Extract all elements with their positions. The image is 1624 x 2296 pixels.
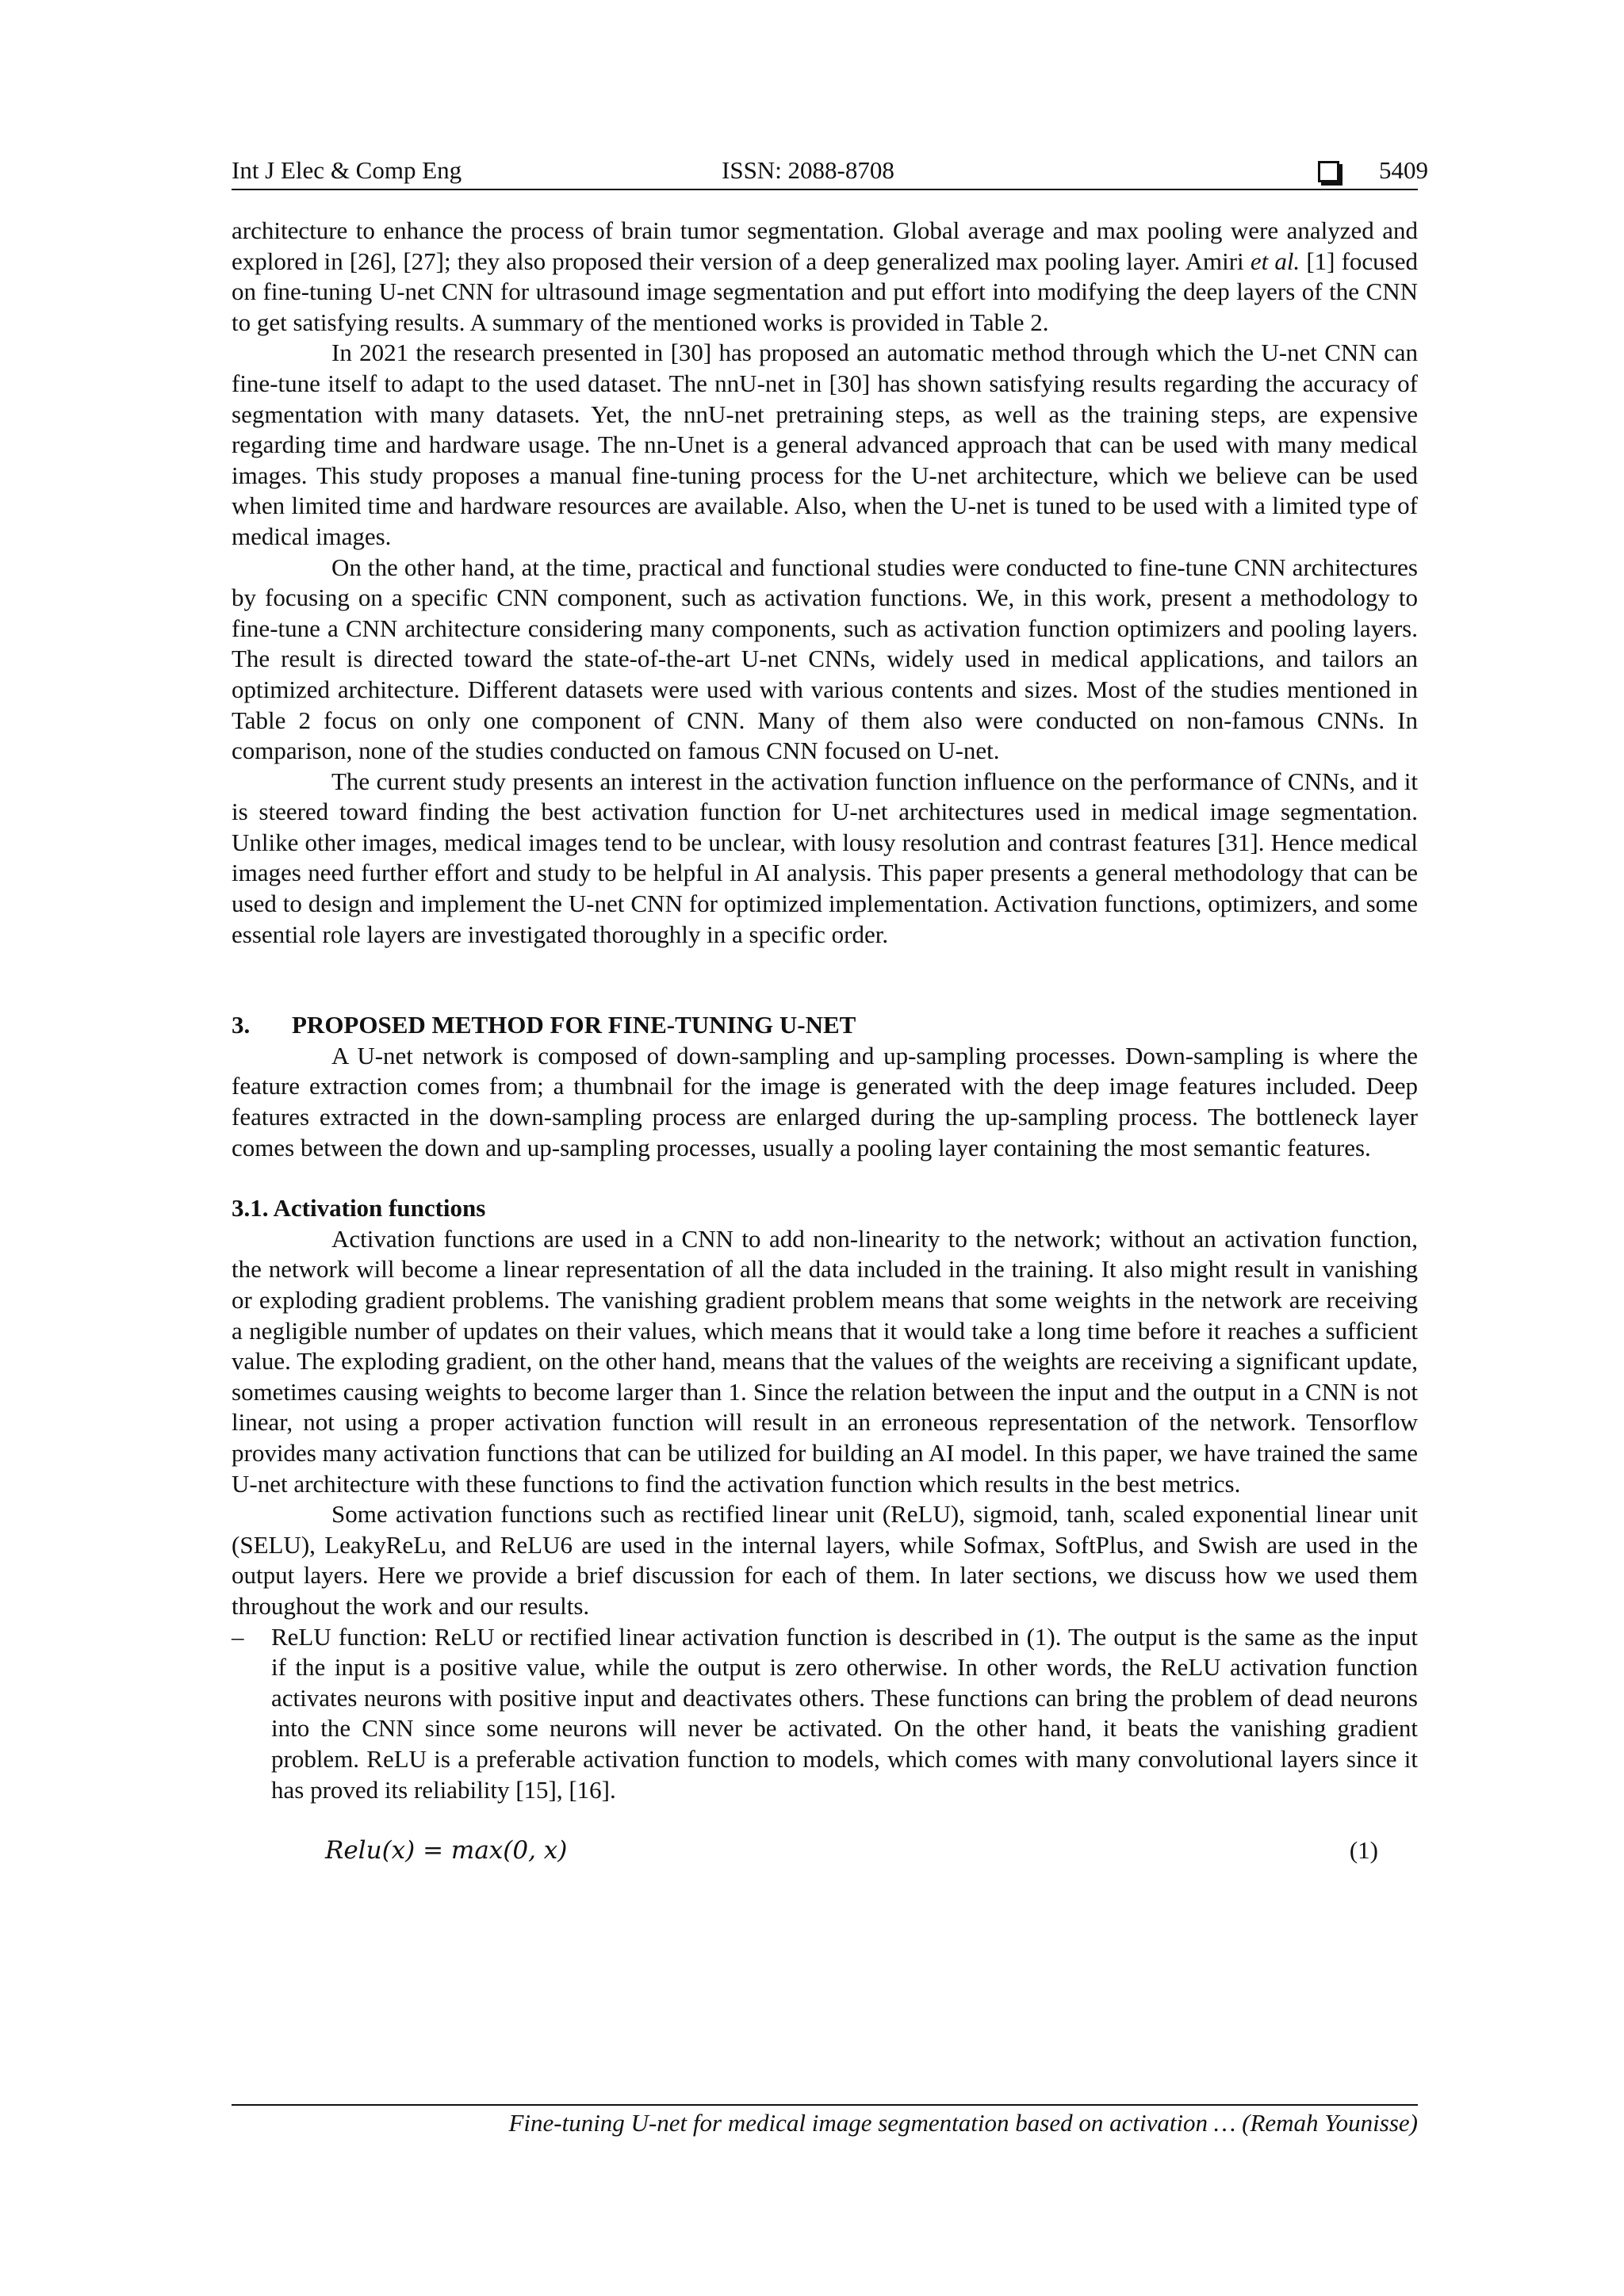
paragraph-7: Some activation functions such as rectified linear unit (ReLU), sigmoid, tanh, scaled exponential linear unit (SELU), LeakyReLu, and ReLU6 are used in the internal layers, while Sofmax, SoftPlus, and Swish are used in the output layers. Here we provide a brief discussion for each of them. In later sections, we discuss how we used them throughout the work and our results. xyxy=(232,1500,1418,1620)
paragraph-1: architecture to enhance the process of brain tumor segmentation. Global average and max pooling were analyzed and explored in [26], [27]; they also proposed their version of a deep generalized max pooling layer. Amiri et al. [1] focused on fine-tuning U-net CNN for ultrasound image segmentation and put effort into modifying the deep layers of the CNN to get satisfying results. A summary of the mentioned works is provided in Table 2. xyxy=(232,216,1418,336)
section-3-title: PROPOSED METHOD FOR FINE-TUNING U-NET xyxy=(292,1011,856,1039)
equation-1-expression: Relu(x) = max(0, x) xyxy=(325,1836,568,1866)
paragraph-4: The current study presents an interest in the activation function influence on the performance of CNNs, and it is steered toward finding the best activation function for U-net architectures used in medical image segmentation. Unlike other images, medical images tend to be unclear, with lousy resolution and contrast features [31]. Hence medical images need further effort and study to be helpful in AI analysis. This paper presents a general methodology that can be used to design and implement the U-net CNN for optimized implementation. Activation functions, optimizers, and some essential role layers are investigated thoroughly in a specific order. xyxy=(232,767,1418,948)
running-header xyxy=(232,152,1428,190)
section-3-heading xyxy=(232,1010,1418,1041)
paragraph-6: Activation functions are used in a CNN to add non-linearity to the network; without an activation function, the network will become a linear representation of all the data included in the training. It also might result in vanishing or exploding gradient problems. The vanishing gradient problem means that some weights in the network are receiving a negligible number of updates on their values, which means that it would take a long time before it reaches a sufficient value. The exploding gradient, on the other hand, means that the values of the weights are receiving a significant update, sometimes causing weights to become larger than 1. Since the relation between the input and the output in a CNN is not linear, not using a proper activation function will result in an erroneous representation of the network. Tensorflow provides many activation functions that can be utilized for building an AI model. In this paper, we have trained the same U-net architecture with these functions to find the activation function which results in the best metrics. xyxy=(232,1224,1418,1498)
page-number: 5409 xyxy=(1379,156,1428,184)
journal-name: Int J Elec & Comp Eng xyxy=(232,156,462,184)
section-3-1-heading: 3.1. Activation functions xyxy=(232,1194,486,1223)
bullet-dash: – xyxy=(232,1622,244,1651)
bullet-relu-text: ReLU function: ReLU or rectified linear activation function is described in (1). The output is the same as the input if the input is a positive value, while the output is zero otherwise. In other words, the ReLU activation function activates neurons with positive input and deactivates others. These functions can bring the problem of dead neurons into the CNN since some neurons will never be activated. On the other hand, it beats the vanishing gradient problem. ReLU is a preferable activation function to models, which comes with many convolutional layers since it has proved its reliability [15], [16]. xyxy=(271,1622,1418,1804)
page-number-box xyxy=(1318,152,1428,189)
paragraph-2: In 2021 the research presented in [30] has proposed an automatic method through which the U-net CNN can fine-tune itself to adapt to the used dataset. The nnU-net in [30] has shown satisfying results regarding the accuracy of segmentation with many datasets. Yet, the nnU-net pretraining steps, as well as the training steps, are expensive regarding time and hardware usage. The nn-Unet is a general advanced approach that can be used with many medical images. This study proposes a manual fine-tuning process for the U-net architecture, which we believe can be used when limited time and hardware resources are available. Also, when the U-net is tuned to be used with a limited type of medical images. xyxy=(232,339,1418,550)
body-text xyxy=(232,216,1418,1867)
running-footer: Fine-tuning U-net for medical image segmentation based on activation … (Remah Younisse) xyxy=(232,2104,1418,2139)
bullet-relu xyxy=(232,1622,1418,1806)
issn: ISSN: 2088-8708 xyxy=(722,156,894,184)
paragraph-5: A U-net network is composed of down-sampling and up-sampling processes. Down-sampling is where the feature extraction comes from; a thumbnail for the image is generated with the deep image features included. Deep features extracted in the down-sampling process are enlarged during the up-sampling process. The bottleneck layer comes between the down and up-sampling processes, usually a pooling layer containing the most semantic features. xyxy=(232,1041,1418,1161)
emphasis-et-al: et al. xyxy=(1250,247,1300,275)
paragraph-3: On the other hand, at the time, practical and functional studies were conducted to fine-tune CNN architectures by focusing on a specific CNN component, such as activation functions. We, in this work, present a methodology to fine-tune a CNN architecture considering many components, such as activation function optimizers and pooling layers. The result is directed toward the state-of-the-art U-net CNNs, widely used in medical applications, and tailors an optimized architecture. Different datasets were used with various contents and sizes. Most of the studies mentioned in Table 2 focus on only one component of CNN. Many of them also were conducted on non-famous CNNs. In comparison, none of the studies conducted on famous CNN focused on U-net. xyxy=(232,553,1418,765)
equation-1-number: (1) xyxy=(1349,1836,1378,1865)
section-3-number: 3. xyxy=(232,1011,251,1039)
checkbox-square-icon xyxy=(1318,161,1339,182)
equation-1 xyxy=(232,1835,1418,1867)
